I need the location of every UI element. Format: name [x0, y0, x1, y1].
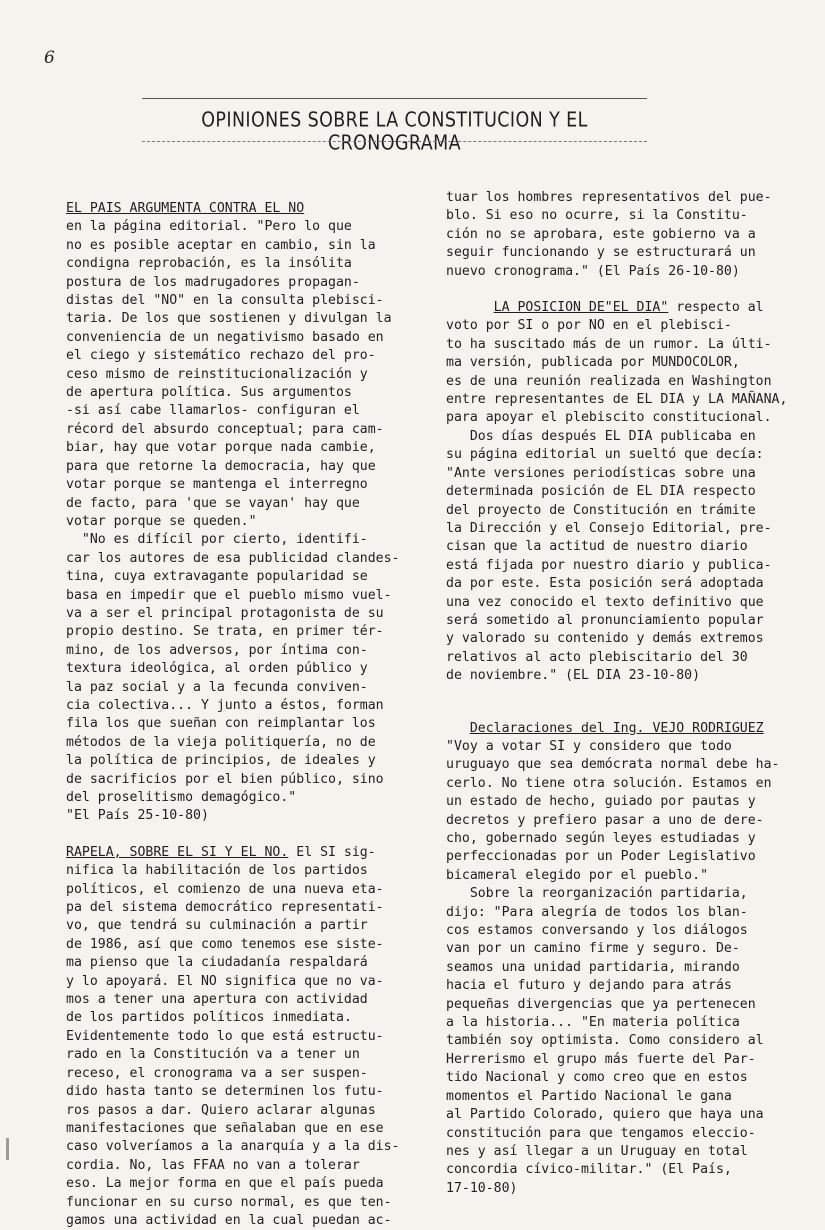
text-line: está fijada por nuestro diario y publica- — [446, 557, 772, 573]
text-line: su página editorial un sueltó que decía: — [446, 447, 764, 463]
text-line: y lo apoyará. El NO significa que no va- — [66, 973, 384, 989]
text-line: ceso mismo de reinstitucionalización y — [66, 366, 368, 382]
text-line: de noviembre." (EL DIA 23-10-80) — [446, 668, 701, 684]
text-line: "Voy a votar SI y considero que todo — [446, 738, 732, 754]
text-line: la paz social y a la fecunda conviven- — [66, 679, 368, 695]
section-heading-el-pais: EL PAIS ARGUMENTA CONTRA EL NO — [66, 201, 305, 216]
text-line: determinada posición de EL DIA respecto — [446, 484, 756, 500]
text-line: pequeñas divergencias que ya pertenecen — [446, 996, 756, 1012]
text-line: no es posible aceptar en cambio, sin la — [66, 237, 376, 253]
text-line: postura de los madrugadores propagan- — [66, 274, 360, 290]
text-line: ma pienso que la ciudadanía respaldará — [66, 955, 368, 971]
text-line: relativos al acto plebiscitario del 30 — [446, 649, 748, 665]
article-el-dia-first-line — [446, 299, 778, 317]
page-title: OPINIONES SOBRE LA CONSTITUCION Y EL CRONOGRAMA — [201, 109, 588, 155]
title-top-rule — [142, 98, 647, 99]
right-column — [446, 189, 788, 1198]
text-line: cisan que la actitud de nuestro diario — [446, 539, 748, 555]
article-vejo-rodriguez — [446, 738, 778, 1198]
text-line: cordia. No, las FFAA no van a tolerar — [66, 1157, 360, 1173]
text-line: perfeccionadas por un Poder Legislativo — [446, 849, 756, 865]
text-line: a la historia... "En materia política — [446, 1015, 740, 1031]
section-heading-rapela: RAPELA, SOBRE EL SI Y EL NO. — [66, 844, 289, 860]
text-line: dijo: "Para alegría de todos los blan- — [446, 904, 748, 920]
text-line: de sacrificios por el bien público, sino — [66, 771, 384, 787]
text-line: blo. Si eso no ocurre, si la Constitu- — [446, 208, 748, 224]
section-heading-vejo-rodriguez: Declaraciones del Ing. VEJO RODRIGUEZ — [469, 720, 764, 736]
text-line: entre representantes de EL DIA y LA MAÑANA, — [446, 392, 788, 408]
text-line: gamos una actividad en la cual puedan ac- — [66, 1212, 392, 1228]
text-line: Dos días después EL DIA publicaba en — [446, 428, 756, 444]
article-el-dia — [446, 317, 788, 685]
text-line: para que retorne la democracia, hay que — [66, 458, 376, 474]
text-line: tido Nacional y como creo que en estos — [446, 1070, 748, 1086]
text-line: también soy optimista. Como considero al — [446, 1033, 764, 1049]
rapela-first-line-text: El SI sig- — [288, 844, 376, 860]
article-vejo-heading-line — [446, 720, 778, 738]
text-line: -si así cabe llamarlos- configuran el — [66, 403, 360, 419]
text-line: para apoyar el plebiscito constitucional. — [446, 410, 772, 426]
text-line: bicameral elegido por el pueblo." — [446, 867, 709, 883]
text-line: del proyecto de Constitución en trámite — [446, 502, 756, 518]
text-line: del proselitismo demagógico." — [66, 790, 297, 805]
text-line: un estado de hecho, guiado por pautas y — [446, 794, 756, 810]
text-line: el ciego y sistemático rechazo del pro- — [66, 348, 376, 364]
text-line: la política de principios, de ideales y — [66, 753, 376, 769]
text-line: "El País 25-10-80) — [66, 808, 209, 824]
text-line: políticos, el comienzo de una nueva eta- — [66, 881, 384, 897]
text-line: Evidentemente todo lo que está estructu- — [66, 1028, 384, 1044]
text-line: propio destino. Se trata, en primer tér- — [66, 624, 384, 640]
text-line: voto por SI o por NO en el plebisci- — [446, 318, 732, 334]
text-line: "Ante versiones periodísticas sobre una — [446, 465, 756, 481]
text-line: biar, hay que votar porque nada cambie, — [66, 440, 376, 456]
text-line: y valorado su contenido y demás extremos — [446, 631, 764, 647]
text-line: ma versión, publicada por MUNDOCOLOR, — [446, 355, 740, 371]
text-line: uruguayo que sea demócrata normal debe ha- — [446, 757, 780, 773]
text-line: es de una reunión realizada en Washington — [446, 373, 772, 389]
text-line: manifestaciones que señalaban que en ese — [66, 1120, 384, 1136]
text-line: de 1986, así que como tenemos ese siste- — [66, 936, 384, 952]
text-line: cos estamos conversando y los diálogos — [446, 923, 748, 939]
text-line: 17-10-80) — [446, 1180, 518, 1196]
article-rapela-continued — [446, 189, 778, 281]
text-line: mos a tener una apertura con actividad — [66, 992, 368, 1008]
text-line: tina, cuya extravagante popularidad se — [66, 569, 368, 585]
text-line: seamos una unidad partidaria, mirando — [446, 959, 740, 975]
text-line: receso, el cronograma va a ser suspen- — [66, 1065, 368, 1081]
text-line: Sobre la reorganización partidaria, — [446, 886, 748, 902]
text-line: récord del absurdo conceptual; para cam- — [66, 421, 384, 437]
text-line: vo, que tendrá su culminación a partir — [66, 918, 368, 934]
text-line: eso. La mejor forma en que el país pueda — [66, 1176, 384, 1192]
text-line: cerlo. No tiene otra solución. Estamos en — [446, 775, 772, 791]
text-line: momentos el Partido Nacional le gana — [446, 1088, 732, 1104]
text-line: ros pasos a dar. Quiero aclarar algunas — [66, 1102, 376, 1118]
text-line: basa en impedir que el pueblo mismo vuel- — [66, 587, 392, 603]
text-line: da por este. Esta posición será adoptada — [446, 576, 764, 592]
text-line: será sometido al pronunciamiento popular — [446, 612, 764, 628]
margin-mark — [6, 1138, 9, 1160]
title-bottom-rule — [142, 141, 647, 142]
text-line: conveniencia de un negativismo basado en — [66, 329, 384, 345]
text-line: condigna reprobación, es la insólita — [66, 256, 352, 272]
text-line: va a ser el principal protagonista de su — [66, 605, 384, 621]
text-line: nuevo cronograma." (El País 26-10-80) — [446, 263, 740, 279]
text-line: van por un camino firme y seguro. De- — [446, 941, 740, 957]
text-line: taria. De los que sostienen y divulgan la — [66, 311, 392, 327]
text-line: to ha suscitado más de un rumor. La últi- — [446, 336, 772, 352]
text-line: nes y así llegar a un Uruguay en total — [446, 1143, 748, 1159]
text-line: mino, de los adversos, por íntima con- — [66, 642, 368, 658]
text-line: votar porque se queden." — [66, 513, 257, 529]
text-line: una vez conocido el texto definitivo que — [446, 594, 764, 610]
text-line: de facto, para 'que se vayan' hay que — [66, 495, 360, 511]
el-dia-first-line-text: respecto al — [668, 300, 764, 316]
text-line: tuar los hombres representativos del pue- — [446, 190, 772, 205]
text-line: decretos y prefiero pasar a uno de dere- — [446, 812, 764, 828]
text-line: ción no se aprobara, este gobierno va a — [446, 226, 756, 242]
text-line: al Partido Colorado, quiero que haya una — [446, 1107, 764, 1123]
text-line: constitución para que tengamos eleccio- — [446, 1125, 756, 1141]
article-rapela — [66, 862, 400, 1230]
text-line: la Dirección y el Consejo Editorial, pre- — [446, 520, 772, 536]
text-line: en la página editorial. "Pero lo que — [66, 219, 352, 235]
text-line: Herrerismo el grupo más fuerte del Par- — [446, 1051, 756, 1067]
text-line: hacia el futuro y dejando para atrás — [446, 978, 732, 994]
text-line: nifica la habilitación de los partidos — [66, 863, 368, 879]
article-el-pais — [66, 218, 400, 825]
text-line: de apertura política. Sus argumentos — [66, 385, 352, 401]
text-line: distas del "NO" en la consulta plebisci- — [66, 293, 384, 309]
text-line: rado en la Constitución va a tener un — [66, 1047, 360, 1063]
text-line: car los autores de esa publicidad clandes- — [66, 550, 400, 566]
text-line: funcionar en su curso normal, es que ten- — [66, 1194, 392, 1210]
left-column — [66, 200, 400, 1230]
text-line: pa del sistema democrático representati- — [66, 900, 384, 916]
section-heading-el-dia: LA POSICION DE"EL DIA" — [493, 300, 669, 316]
text-line: cia colectiva... Y junto a éstos, forman — [66, 697, 384, 713]
text-line: concordia cívico-militar." (El País, — [446, 1162, 732, 1178]
text-line: seguir funcionando y se estructurará un — [446, 245, 756, 261]
article-rapela-first-line — [66, 844, 380, 862]
page-number: 6 — [44, 48, 55, 68]
text-line: cho, gobernado según leyes estudiadas y — [446, 831, 756, 846]
text-line: dido hasta tanto se determinen los futu- — [66, 1084, 384, 1100]
text-line: votar porque se mantenga el interregno — [66, 477, 368, 493]
text-line: fila los que sueñan con reimplantar los — [66, 716, 376, 732]
text-line: de los partidos políticos inmediata. — [66, 1010, 352, 1026]
text-line: métodos de la vieja politiquería, no de — [66, 734, 376, 750]
text-line: "No es difícil por cierto, identifi- — [66, 532, 368, 548]
text-line: caso volveríamos a la anarquía y a la dis- — [66, 1139, 400, 1155]
text-line: textura ideológica, al orden público y — [66, 661, 368, 677]
